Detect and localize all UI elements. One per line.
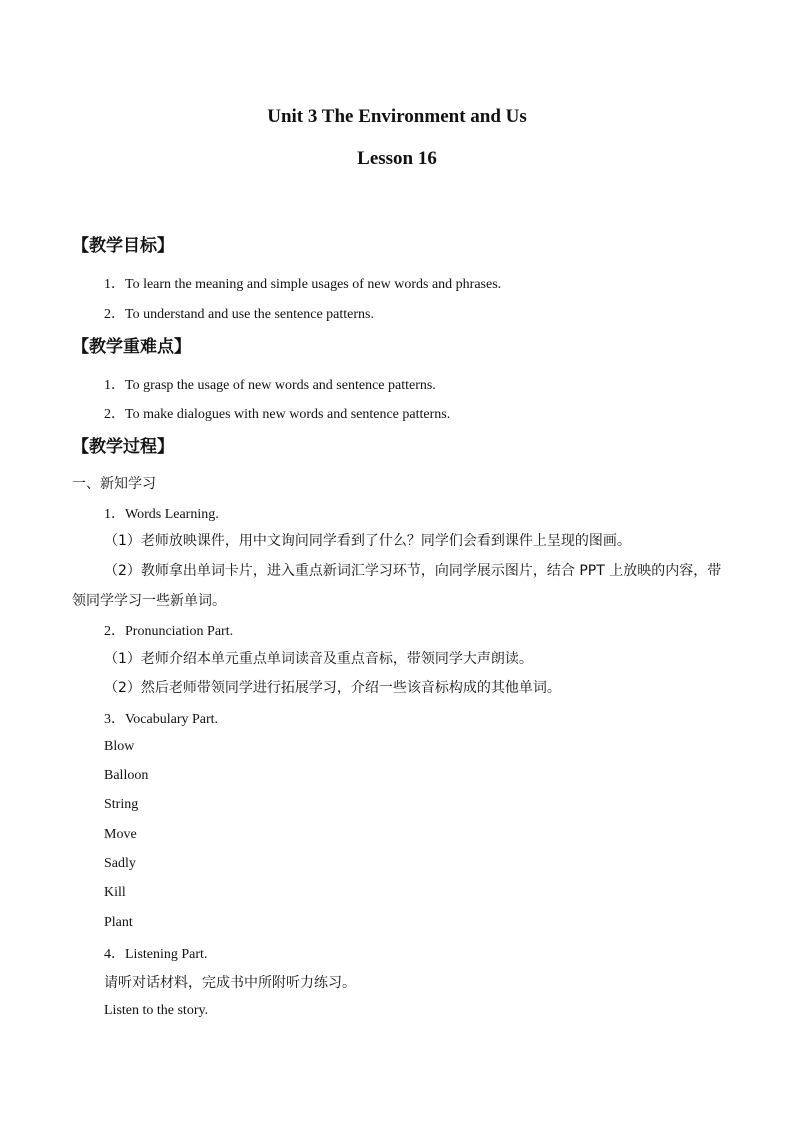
vocabulary-word: Balloon: [104, 768, 149, 783]
vocabulary-word: Sadly: [104, 856, 136, 871]
vocabulary-word: Plant: [104, 915, 133, 930]
key-point-item: 1．To grasp the usage of new words and sentence patterns.: [104, 378, 436, 393]
objectives-heading: 【教学目标】: [72, 236, 174, 256]
vocabulary-word: Move: [104, 827, 137, 842]
document-title: Unit 3 The Environment and Us: [267, 106, 527, 127]
objective-item: 2．To understand and use the sentence patterns.: [104, 307, 374, 322]
section-new-knowledge: 一、新知学习: [72, 476, 156, 492]
words-learning-title: 1．Words Learning.: [104, 507, 219, 522]
process-heading: 【教学过程】: [72, 437, 174, 457]
vocabulary-word: String: [104, 797, 139, 812]
lesson-title: Lesson 16: [357, 148, 437, 169]
words-learning-paragraph-1: （1）老师放映课件，用中文询问同学看到了什么？同学们会看到课件上呈现的图画。: [104, 533, 631, 549]
pronunciation-paragraph-1: （1）老师介绍本单元重点单词读音及重点音标，带领同学大声朗读。: [104, 651, 533, 667]
listening-title: 4．Listening Part.: [104, 947, 208, 962]
listening-instruction: 请听对话材料，完成书中所附听力练习。: [104, 975, 356, 991]
listening-task: Listen to the story.: [104, 1003, 209, 1018]
words-learning-paragraph-2: （2）教师拿出单词卡片，进入重点新词汇学习环节，向同学展示图片，结合 PPT 上放映的内容，带领同学学习一些新单词。: [72, 563, 722, 609]
vocabulary-word: Blow: [104, 739, 135, 754]
key-point-item: 2．To make dialogues with new words and sentence patterns.: [104, 407, 451, 422]
pronunciation-paragraph-2: （2）然后老师带领同学进行拓展学习，介绍一些该音标构成的其他单词。: [104, 680, 561, 696]
vocabulary-word: Kill: [104, 885, 126, 900]
key-points-heading: 【教学重难点】: [72, 337, 191, 357]
objective-item: 1．To learn the meaning and simple usages of new words and phrases.: [104, 277, 502, 292]
pronunciation-title: 2．Pronunciation Part.: [104, 624, 234, 639]
vocabulary-title: 3．Vocabulary Part.: [104, 712, 219, 727]
